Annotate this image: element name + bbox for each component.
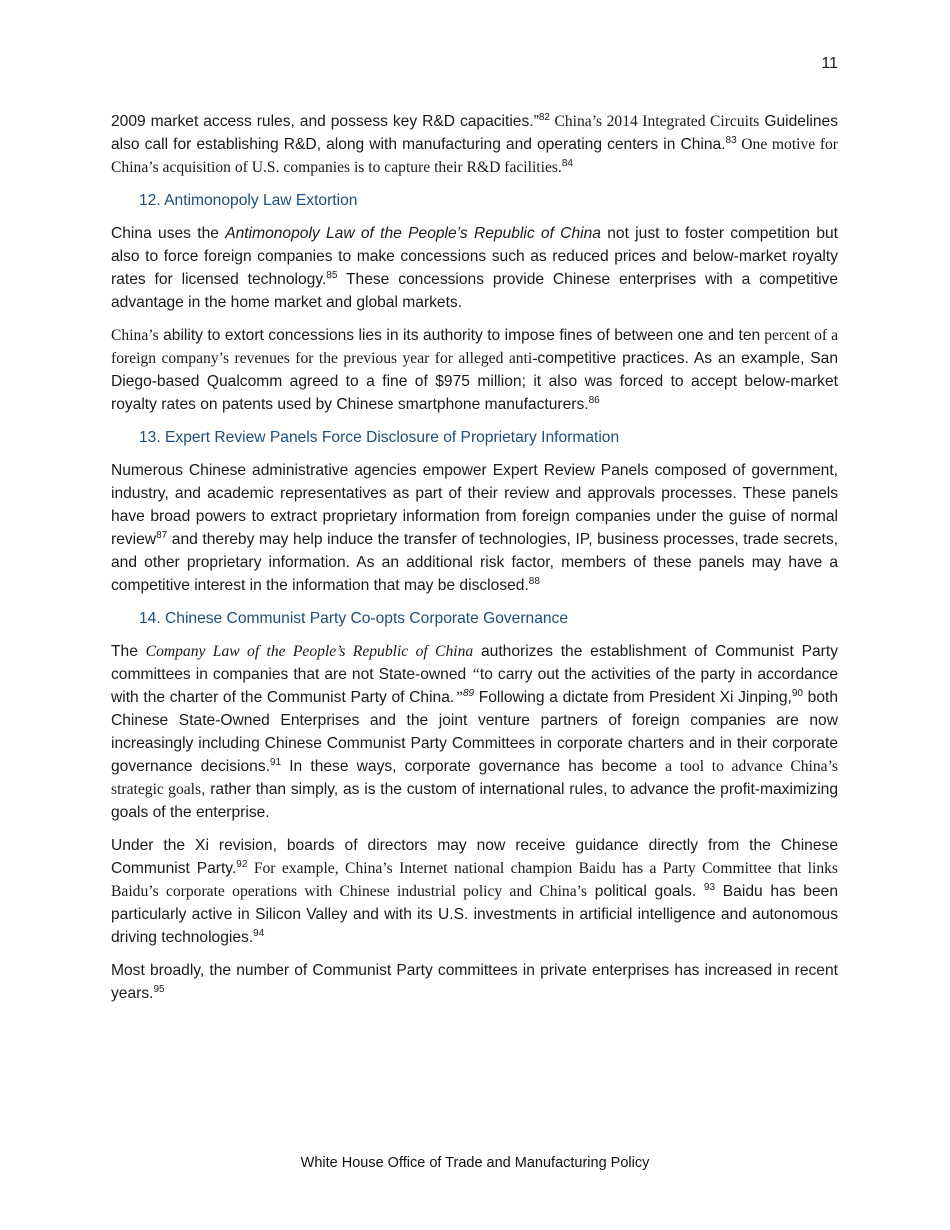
footnote-ref: 93 [703, 881, 716, 893]
footnote-ref: 86 [588, 394, 600, 406]
paragraph-rd-capacities: 2009 market access rules, and possess key R&D capacities.”$^{82}$ China’s 2014 Integrated Circuits Guidelines also call for establishing R&D, along with manufacturing and operating centers in China.$^{83}$ One motive for China’s acquisition of U.S. companies is to capture their R&D facilities.$^{84}$ [111, 111, 839, 176]
footnote-ref: 85 [326, 269, 338, 281]
footnote-ref: 92 [236, 858, 248, 870]
paragraph-expert-review-panels: Numerous Chinese administrative agencies empower Expert Review Panels composed of government, industry, and academic representatives as part of their review and approvals processes. These panels have broad powers to extract proprietary information from foreign companies under the guise of normal review$^{87}$ and thereby may help induce the transfer of technologies, IP, business processes, trade secrets, and other proprietary information. As an additional risk factor, members of these panels may have a competitive interest in the information that may be disclosed.$^{88}$ [111, 462, 838, 594]
paragraph-party-committees: Most broadly, the number of Communist Party committees in private enterprises has increased in recent years.$^{95}$ [111, 962, 838, 1002]
page-footer: White House Office of Trade and Manufacturing Policy [300, 1155, 650, 1171]
section-heading-12: 12. Antimonopoly Law Extortion [139, 192, 358, 209]
footnote-ref: 83 [725, 134, 737, 146]
section-heading-13: 13. Expert Review Panels Force Disclosure of Proprietary Information [139, 429, 620, 446]
footnote-ref: 88 [528, 575, 540, 587]
page-number: 11 [821, 55, 838, 72]
footnote-ref: 89 [462, 687, 475, 699]
paragraph-xi-revision: Under the Xi revision, boards of directors may now receive guidance directly from the Chinese Communist Party.$^{92}$ For example, China’s Internet national champion Baidu has a Party Committee that links Baidu’s corporate operations with Chinese industrial policy and China’s political goals. $^{93}$ Baidu has been particularly active in Silicon Valley and with its U.S. investments in artificial intelligence and autonomous driving technologies.$^{94}$ [111, 837, 838, 946]
law-title: Antimonopoly Law of the People’s Republic of China [225, 225, 601, 242]
law-title: Company Law of the People’s Republic of China [145, 643, 474, 660]
paragraph-extort-concessions: China’s ability to extort concessions lies in its authority to impose fines of between one and ten percent of a foreign company’s revenues for the previous year for alleged anti-competitive practices. As an example, San Diego-based Qualcomm agreed to a fine of $975 million; it also was forced to accept below-market royalty rates on patents used by Chinese smartphone manufacturers.$^{86}$ [111, 327, 839, 413]
paragraph-company-law: The Company Law of the People’s Republic of China authorizes the establishment of Communist Party committees in companies that are not State-owned “to carry out the activities of the party in accordance with the charter of the Communist Party of China.”$^{89}$ Following a dictate from President Xi Jinping,$^{90}$ both Chinese State-Owned Enterprises and the joint venture partners of foreign companies are now increasingly including Chinese Communist Party Committees in corporate charters and in their corporate governance decisions.$^{91}$ In these ways, corporate governance has become a tool to advance China’s strategic goals, rather than simply, as is the custom of international rules, to advance the profit-maximizing goals of the enterprise. [111, 643, 838, 821]
footnote-ref: 90 [791, 687, 803, 699]
footnote-ref: 94 [253, 927, 265, 939]
document-body [111, 110, 838, 1015]
footnote-ref: 87 [156, 529, 168, 541]
paragraph-antimonopoly-law: China uses the Antimonopoly Law of the People’s Republic of China not just to foster competition but also to force foreign companies to make concessions such as reduced prices and below-market royalty rates for licensed technology.$^{85}$ These concessions provide Chinese enterprises with a competitive advantage in the home market and global markets. [111, 225, 839, 311]
footnote-ref: 91 [269, 756, 282, 768]
footnote-ref: 84 [561, 157, 573, 169]
section-heading-14: 14. Chinese Communist Party Co-opts Corporate Governance [139, 610, 569, 627]
footnote-ref: 95 [153, 983, 165, 995]
footnote-ref: 82 [538, 111, 550, 123]
